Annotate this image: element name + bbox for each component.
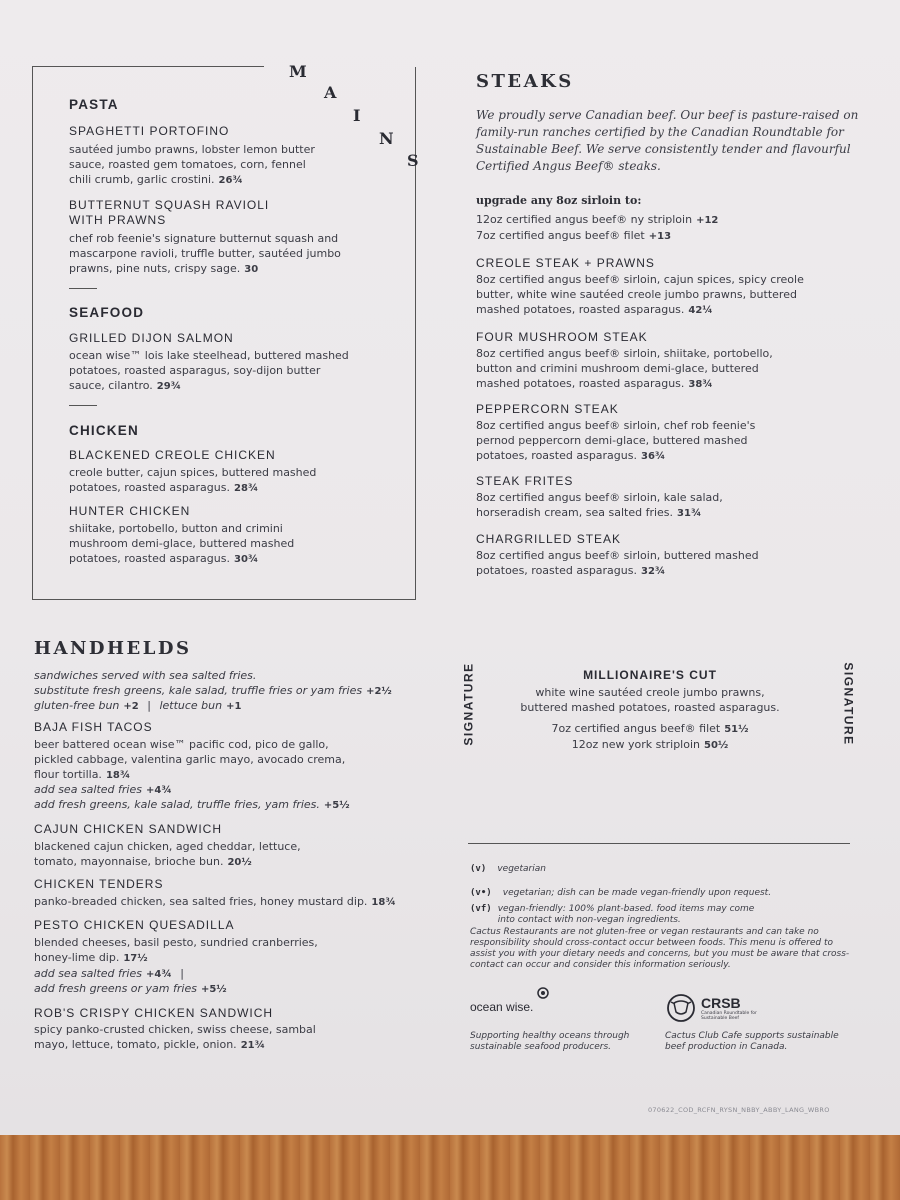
item-price: 21¾	[240, 1040, 265, 1051]
signature-block	[480, 668, 820, 753]
item-peppercorn-steak-title: PEPPERCORN STEAK	[476, 402, 619, 416]
ocean-wise-caption: Supporting healthy oceans through sustainable seafood producers.	[470, 1031, 630, 1052]
legend-text: vegetarian	[497, 864, 546, 874]
signature-option-2	[480, 737, 820, 753]
crsb-wordmark: CRSB	[701, 995, 741, 1011]
handhelds-note-buns	[34, 698, 241, 714]
addon-price: +5½	[200, 984, 227, 995]
menu-print-code: 070622_COD_RCFN_RYSN_NBBY_ABBY_LANG_WBRO	[648, 1106, 830, 1114]
legend-text: vegan-friendly: 100% plant-based. food items may come into contact with non-vegan ingredients.	[497, 904, 755, 925]
item-pesto-chicken-quesadilla-desc	[34, 935, 334, 966]
item-creole-steak-prawns-title: CREOLE STEAK + PRAWNS	[476, 256, 655, 270]
signature-desc-line2: buttered mashed potatoes, roasted asparagus.	[520, 701, 780, 714]
option-text: 12oz new york striploin	[571, 738, 700, 751]
pasta-heading: PASTA	[69, 97, 119, 112]
legend-key: (vf)	[470, 904, 492, 914]
item-chicken-tenders-desc	[34, 894, 396, 910]
separator: |	[180, 967, 184, 980]
option-price: 51½	[724, 724, 749, 735]
item-grilled-dijon-salmon-title: GRILLED DIJON SALMON	[69, 331, 234, 345]
item-price: 17½	[123, 953, 148, 964]
note-text: gluten-free bun	[34, 699, 120, 712]
item-price: 30¾	[233, 554, 259, 565]
item-baja-fish-tacos-desc	[34, 737, 364, 783]
mains-letter-s: S	[407, 151, 419, 170]
note-text: lettuce bun	[159, 699, 223, 712]
item-desc-text: 8oz certified angus beef® sirloin, shiitake, portobello, button and crimini mushroom demi-glace, buttered mashed potatoes, roasted asparagus.	[476, 347, 773, 390]
item-desc-text: blackened cajun chicken, aged cheddar, lettuce, tomato, mayonnaise, brioche bun.	[34, 840, 301, 868]
item-hunter-chicken-desc	[69, 521, 334, 567]
item-robs-crispy-chicken-title: ROB'S CRISPY CHICKEN SANDWICH	[34, 1006, 274, 1020]
item-chicken-tenders-title: CHICKEN TENDERS	[34, 877, 164, 891]
mains-letter-i: I	[353, 106, 361, 125]
crsb-logo	[665, 993, 761, 1023]
upgrade-text: 7oz certified angus beef® filet	[476, 229, 645, 242]
steaks-upgrade-option-2	[476, 228, 671, 244]
addon-text: add fresh greens or yam fries	[34, 982, 197, 995]
crsb-caption: Cactus Club Cafe supports sustainable beef production in Canada.	[665, 1031, 839, 1052]
signature-item-title: MILLIONAIRE'S CUT	[583, 668, 717, 682]
separator: |	[147, 699, 151, 712]
item-desc-text: sautéed jumbo prawns, lobster lemon butter sauce, roasted gem tomatoes, corn, fennel chili crumb, garlic crostini.	[69, 143, 315, 186]
item-desc-text: shiitake, portobello, button and crimini mushroom demi-glace, buttered mashed potatoes, roasted asparagus.	[69, 522, 295, 565]
allergen-disclaimer: Cactus Restaurants are not gluten-free or vegan restaurants and can take no responsibility should cross-contact occur between foods. This menu is offered to assist you with your dietary needs and concerns, but you must be aware that cross-contact can occur and consider this information seriously.	[470, 927, 850, 970]
addon-price: +4¾	[145, 969, 172, 980]
handhelds-note-fries: sandwiches served with sea salted fries.	[34, 669, 257, 682]
item-desc-text: 8oz certified angus beef® sirloin, chef rob feenie's pernod peppercorn demi-glace, buttered mashed potatoes, roasted asparagus.	[476, 419, 756, 462]
item-baja-fish-tacos-addon-1	[34, 782, 172, 798]
item-cajun-chicken-sandwich-desc	[34, 839, 304, 870]
item-price: 36¾	[640, 451, 666, 462]
addon-price: +4¾	[145, 785, 172, 796]
item-price: 26¾	[218, 175, 243, 186]
ocean-wise-logo	[470, 996, 533, 1015]
upgrade-price: +12	[696, 215, 719, 226]
steaks-heading: STEAKS	[476, 71, 574, 92]
item-pesto-quesadilla-addon-1	[34, 966, 184, 982]
item-pesto-chicken-quesadilla-title: PESTO CHICKEN QUESADILLA	[34, 918, 235, 932]
section-divider	[69, 405, 97, 406]
item-desc-text: creole butter, cajun spices, buttered mashed potatoes, roasted asparagus.	[69, 466, 317, 494]
item-butternut-ravioli-desc	[69, 231, 349, 277]
section-divider	[69, 288, 97, 289]
item-price: 18¾	[105, 770, 131, 781]
item-blackened-creole-chicken-title: BLACKENED CREOLE CHICKEN	[69, 448, 276, 462]
item-butternut-ravioli-title	[69, 198, 269, 228]
item-desc-text: spicy panko-crusted chicken, swiss cheese, sambal mayo, lettuce, tomato, pickle, onion.	[34, 1023, 316, 1051]
signature-option-1	[480, 721, 820, 737]
item-pesto-quesadilla-addon-2	[34, 981, 227, 997]
mains-letter-n: N	[379, 129, 394, 148]
item-desc-text: 8oz certified angus beef® sirloin, cajun spices, spicy creole butter, white wine sautéed creole jumbo prawns, buttered mashed potatoes, roasted asparagus.	[476, 273, 804, 316]
steaks-upgrade-title: upgrade any 8oz sirloin to:	[476, 194, 642, 207]
addon-text: add fresh greens, kale salad, truffle fries, yam fries.	[34, 798, 320, 811]
legend-row-vegan-friendly	[470, 904, 840, 926]
item-desc-text: 8oz certified angus beef® sirloin, kale salad, horseradish cream, sea salted fries.	[476, 491, 723, 519]
item-four-mushroom-steak-title: FOUR MUSHROOM STEAK	[476, 330, 648, 344]
dietary-legend	[470, 856, 840, 926]
cow-head-icon	[665, 993, 697, 1023]
legend-key: (v•)	[470, 888, 492, 898]
handhelds-note-substitute	[34, 683, 392, 699]
legend-row-vegetarian	[470, 856, 840, 875]
item-chargrilled-steak-desc	[476, 548, 761, 579]
note-text: substitute fresh greens, kale salad, truffle fries or yam fries	[34, 684, 363, 697]
item-desc-text: ocean wise™ lois lake steelhead, buttered mashed potatoes, roasted asparagus, soy-dijon butter sauce, cilantro.	[69, 349, 349, 392]
item-price: 30	[244, 264, 259, 275]
item-steak-frites-title: STEAK FRITES	[476, 474, 574, 488]
item-price: 31¾	[677, 508, 702, 519]
item-hunter-chicken-title: HUNTER CHICKEN	[69, 504, 191, 518]
item-desc-text: blended cheeses, basil pesto, sundried cranberries, honey-lime dip.	[34, 936, 318, 964]
crsb-subtitle: Canadian Roundtable for Sustainable Beef	[701, 1011, 757, 1021]
ocean-wise-wordmark: ocean wise.	[470, 1000, 534, 1014]
item-robs-crispy-chicken-desc	[34, 1022, 344, 1053]
mains-letter-a: A	[324, 83, 337, 102]
upgrade-text: 12oz certified angus beef® ny striploin	[476, 213, 693, 226]
wooden-table	[0, 1135, 900, 1200]
fish-icon	[536, 986, 550, 1000]
signature-desc-line1: white wine sautéed creole jumbo prawns,	[535, 686, 765, 699]
item-desc-text: beer battered ocean wise™ pacific cod, pico de gallo, pickled cabbage, valentina garlic mayo, avocado crema, flour tortilla.	[34, 738, 346, 781]
mains-letter-m: M	[289, 62, 307, 81]
item-title-line2: WITH PRAWNS	[69, 213, 167, 227]
item-price: 42¼	[688, 305, 713, 316]
item-baja-fish-tacos-title: BAJA FISH TACOS	[34, 720, 153, 734]
upgrade-price: +13	[648, 231, 672, 242]
legend-text: vegetarian; dish can be made vegan-friendly upon request.	[502, 888, 772, 898]
note-price: +2	[123, 701, 139, 712]
addon-text: add sea salted fries	[34, 967, 142, 980]
chicken-heading: CHICKEN	[69, 423, 139, 438]
item-four-mushroom-steak-desc	[476, 346, 801, 392]
item-spaghetti-portofino-desc	[69, 142, 324, 188]
item-blackened-creole-chicken-desc	[69, 465, 344, 496]
signature-label-right: SIGNATURE	[841, 662, 856, 746]
item-desc-text: chef rob feenie's signature butternut squash and mascarpone ravioli, truffle butter, sautéed jumbo prawns, pine nuts, crispy sage.	[69, 232, 341, 275]
option-text: 7oz certified angus beef® filet	[551, 722, 721, 735]
item-price: 28¾	[233, 483, 259, 494]
steaks-upgrade-option-1	[476, 212, 718, 228]
steaks-intro: We proudly serve Canadian beef. Our beef is pasture-raised on family-run ranches certified by the Canadian Roundtable for Sustainable Beef. We serve consistently tender and flavourful Certified Angus Beef® steaks.	[476, 108, 859, 173]
item-cajun-chicken-sandwich-title: CAJUN CHICKEN SANDWICH	[34, 822, 223, 836]
item-price: 18¾	[371, 897, 396, 908]
legend-row-vegan-option	[470, 880, 840, 899]
item-baja-fish-tacos-addon-2	[34, 797, 350, 813]
item-price: 20½	[227, 857, 252, 868]
item-creole-steak-prawns-desc	[476, 272, 831, 318]
item-price: 32¾	[640, 566, 666, 577]
option-price: 50½	[704, 740, 729, 751]
item-spaghetti-portofino-title: SPAGHETTI PORTOFINO	[69, 124, 230, 138]
legend-divider	[468, 843, 850, 844]
signature-label-left: SIGNATURE	[461, 662, 476, 746]
item-desc-text: 8oz certified angus beef® sirloin, buttered mashed potatoes, roasted asparagus.	[476, 549, 759, 577]
seafood-heading: SEAFOOD	[69, 305, 145, 320]
item-grilled-dijon-salmon-desc	[69, 348, 349, 394]
legend-key: (v)	[470, 864, 487, 874]
note-price: +2½	[366, 686, 392, 697]
item-title-line1: BUTTERNUT SQUASH RAVIOLI	[69, 198, 270, 212]
item-chargrilled-steak-title: CHARGRILLED STEAK	[476, 532, 622, 546]
item-desc-text: panko-breaded chicken, sea salted fries, honey mustard dip.	[34, 895, 368, 908]
handhelds-heading: HANDHELDS	[34, 638, 192, 659]
addon-text: add sea salted fries	[34, 783, 142, 796]
addon-price: +5½	[323, 800, 350, 811]
item-price: 38¾	[688, 379, 713, 390]
mains-box-top-border	[32, 66, 264, 67]
note-price: +1	[226, 701, 242, 712]
item-peppercorn-steak-desc	[476, 418, 791, 464]
item-price: 29¾	[156, 381, 182, 392]
item-steak-frites-desc	[476, 490, 756, 521]
